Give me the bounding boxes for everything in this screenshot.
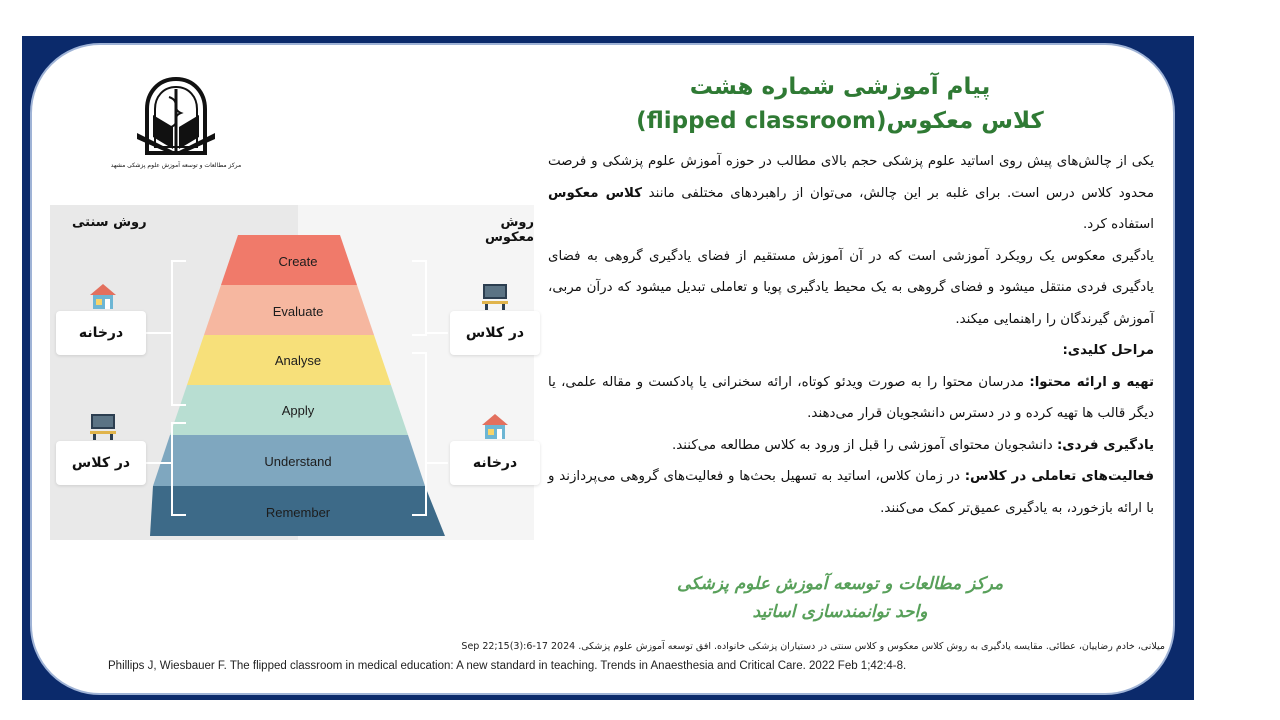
slide-title: پیام آموزشی شماره هشت (689, 74, 991, 100)
right-classroom-box: در کلاس (450, 311, 540, 355)
level-label-understand: Understand (264, 454, 332, 469)
reference-persian: میلانی، خادم رضاییان، عطائی. مقایسه یادگیری به روش کلاس معکوس و کلاس سنتی در دستیاران پزشکی خانواده. افق توسعه آموزش علوم پزشکی. 2024 Sep 22;15(3):6-17 (461, 641, 1165, 652)
reference-english: Phillips J, Wiesbauer F. The flipped classroom in medical education: A new standard in teaching. Trends in Anaesthesia and Critical Care. 2022 Feb 1;42:4-8. (108, 660, 907, 672)
level-label-evaluate: Evaluate (272, 304, 324, 319)
left-top-bracket (172, 261, 186, 405)
body-text (548, 146, 1154, 524)
step-2: یادگیری فردی: دانشجویان محتوای آموزشی را قبل از ورود به کلاس مطالعه می‌کنند. (671, 437, 1154, 453)
traditional-method-label: روش سنتی (72, 215, 147, 230)
left-home-box: درخانه (56, 311, 146, 355)
steps-heading: مراحل کلیدی: (1062, 343, 1154, 358)
right-top-bracket (412, 261, 426, 335)
intro-paragraph: یکی از چالش‌های پیش روی اساتید علوم پزشکی حجم بالای مطالب در حوزه آموزش علوم پزشکی و فرصت محدود کلاس درس است. برای غلبه بر این چالش، می‌توان از راهبردهای مختلفی مانند کلاس معکوس استفاده کرد. (548, 154, 1154, 232)
center-logo-icon (110, 75, 242, 171)
step-3: فعالیت‌های تعاملی در کلاس: در زمان کلاس، اساتید به تسهیل بحث‌ها و فعالیت‌های گروهی می‌پردازند و با ارائه بازخورد، به یادگیری عمیق‌تر کمک می‌کنند. (548, 469, 1154, 516)
center-name: مرکز مطالعات و توسعه آموزش علوم پزشکی واحد توانمندسازی اساتید (676, 574, 1004, 622)
level-label-remember: Remember (265, 505, 331, 520)
home-icon (480, 411, 510, 441)
step-1: تهیه و ارائه محتوا: مدرسان محتوا را به صورت ویدئو کوتاه، ارائه سخنرانی یا پادکست و مقاله علمی، یا دیگر قالب ها تهیه کرده و در دسترس دانشجویان قرار می‌دهند. (548, 374, 1154, 421)
slide-subtitle: کلاس معکوس(flipped classroom) (636, 108, 1044, 134)
classroom-icon (88, 411, 118, 441)
classroom-icon (480, 281, 510, 311)
blooms-pyramid-figure (50, 205, 534, 540)
right-home-box: درخانه (450, 441, 540, 485)
home-icon (88, 281, 118, 311)
level-label-create: Create (278, 254, 318, 269)
flipped-method-label: روش معکوس (484, 215, 534, 245)
definition-paragraph: یادگیری معکوس یک رویکرد آموزشی است که در آن آموزش مستقیم از فضای یادگیری گروهی به فضای یادگیری فردی منتقل میشود و فضای گروهی به یک محیط یادگیری پویا و تعاملی تبدیل میشود که درآن مربی، آموزش گیرندگان را راهنمایی میکند. (548, 248, 1154, 327)
left-classroom-box: در کلاس (56, 441, 146, 485)
level-label-apply: Apply (281, 403, 315, 418)
logo-caption: مرکز مطالعات و توسعه آموزش علوم پزشکی مشهد (110, 162, 242, 169)
level-label-analyse: Analyse (274, 353, 322, 368)
